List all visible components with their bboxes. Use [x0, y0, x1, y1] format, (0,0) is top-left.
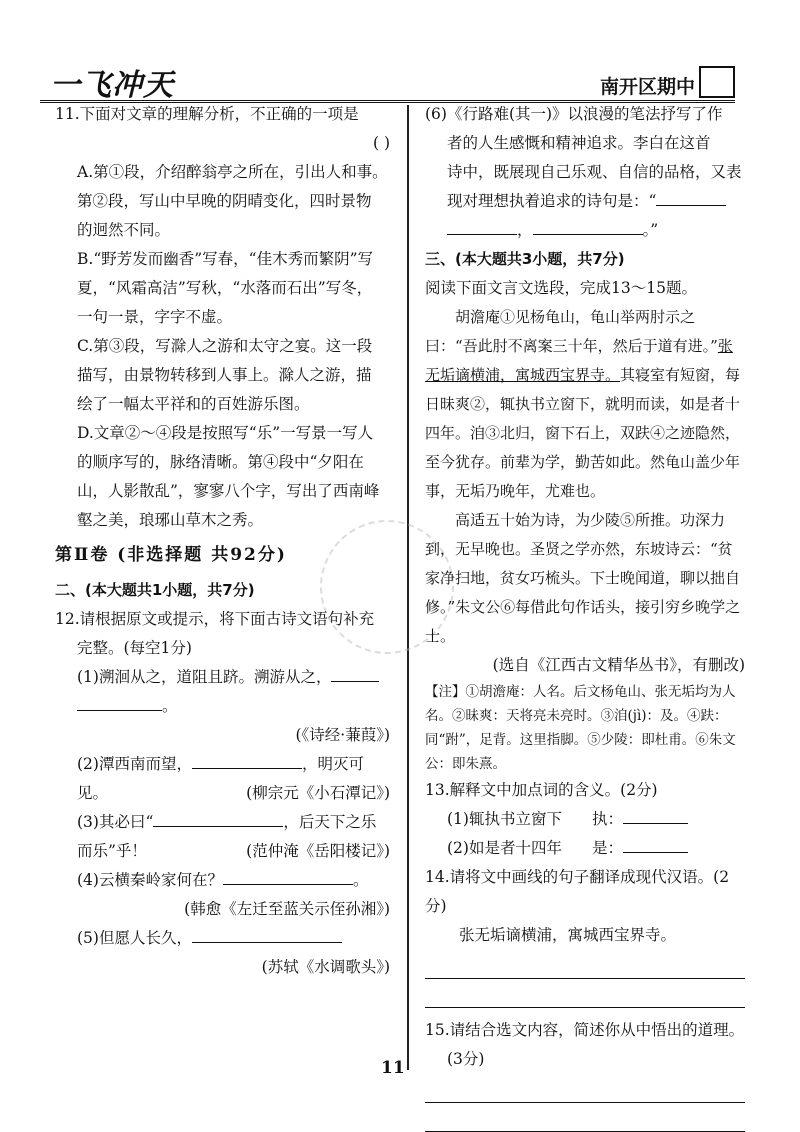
- q15: 15.请结合选文内容，简述你从中悟出的道理。: [425, 1021, 745, 1039]
- q13-item-2: (2)如是者十四年 是：: [425, 834, 745, 863]
- option-c: C.第③段，写滁人之游和太守之宴。这一段: [77, 337, 373, 355]
- fill-6-line: 诗中，既展现自己乐观、自信的品格，又表: [447, 163, 742, 181]
- passage-paragraph-1: 胡澹庵①见杨龟山，龟山举两肘示之曰：“吾此肘不离案三十年，然后于道有进。”张无垢谪横浦，寓城西宝界寺。其寝室有短窗，每日昧爽②，辄执书立窗下，就明而读，如是者十四年。洎③北归，窗下石上，双趺④之迹隐然，至今犹存。前辈为学，勤苦如此。然龟山盖少年事，无垢乃晚年，尤难也。: [425, 308, 741, 500]
- fill-1-blank: 。: [55, 692, 390, 721]
- option-c-line: 描写，由景物转移到人事上。滁人之游，描: [77, 366, 372, 384]
- fill-4: (4)云横秦岭家何在？ 。: [55, 866, 390, 895]
- passage-intro: 阅读下面文言文选段，完成13～15题。: [425, 279, 697, 297]
- q12-line: 完整。(每空1分): [77, 639, 192, 657]
- section-2-title: 二、(本大题共1小题，共7分): [55, 581, 255, 599]
- q12: 12.请根据原文或提示，将下面古诗文语句补充: [55, 610, 375, 628]
- answer-line[interactable]: [425, 979, 745, 1008]
- option-a-line: 的迥然不同。: [77, 221, 171, 239]
- fill-6-line: 者的人生感慨和精神追求。李白在这首: [447, 134, 711, 152]
- q14: 14.请将文中画线的句子翻译成现代汉语。(2分): [425, 868, 730, 915]
- q11-paren: ( ): [372, 134, 390, 152]
- passage-source: (选自《江西古文精华丛书》，有删改): [492, 656, 745, 674]
- option-d-line: 山，人影散乱”，寥寥八个字，写出了西南峰: [77, 482, 380, 500]
- q14-sentence: 张无垢谪横浦，寓城西宝界寺。: [459, 926, 677, 944]
- q15-line: (3分): [447, 1050, 485, 1068]
- fill-1-source: (《诗经·蒹葭》): [295, 726, 390, 744]
- fill-5: (5)但愿人长久，: [55, 924, 390, 953]
- option-a-line: 第②段，写山中早晚的阴晴变化，四时景物: [77, 192, 372, 210]
- q11: 11.下面对文章的理解分析，不正确的一项是: [55, 105, 359, 123]
- option-d-line: 壑之美，琅琊山草木之秀。: [77, 511, 264, 529]
- volume-title: 第Ⅱ卷 (非选择题 共92分): [55, 545, 287, 565]
- logo: 一飞冲天: [50, 68, 174, 103]
- fill-6-blanks: ， 。”: [425, 216, 745, 245]
- fill-3: (3)其必曰“ ，后天下之乐: [55, 808, 390, 837]
- answer-line[interactable]: [425, 1074, 745, 1103]
- q13: 13.解释文中加点词的含义。(2分): [425, 781, 658, 799]
- annotation: 【注】①胡澹庵：人名。后文杨龟山、张无垢均为人名。②昧爽：天将亮未亮时。③洎(jì)：及。④趺：同“跗”，足背。这里指脚。⑤少陵：即杜甫。⑥朱文公：即朱熹。: [425, 684, 736, 772]
- fill-3-cont: 而乐”乎！ (范仲淹《岳阳楼记》): [77, 842, 390, 860]
- right-column: [425, 100, 745, 1132]
- answer-line[interactable]: [425, 1103, 745, 1132]
- fill-1: (1)溯洄从之，道阻且跻。溯游从之，: [55, 663, 390, 692]
- section-3-title: 三、(本大题共3小题，共7分): [425, 250, 625, 268]
- header-title: 南开区期中: [599, 76, 695, 98]
- option-d-line: 的顺序写的，脉络清晰。第④段中“夕阳在: [77, 453, 364, 471]
- passage-paragraph-2: 高适五十始为诗，为少陵⑤所推。功深力到，无早晚也。圣贤之学亦然，东坡诗云：“贫家净扫地，贫女巧梳头。下士晚闻道，聊以拙自修。”朱文公⑥每借此句作话头，接引穷乡晚学之士。: [425, 511, 741, 645]
- header-logo-icon: [699, 66, 735, 98]
- page-number: 11: [381, 1058, 405, 1078]
- fill-2-cont: 见。 (柳宗元《小石潭记》): [77, 784, 390, 802]
- option-b-line: 夏，“风霜高洁”写秋，“水落而石出”写冬，: [77, 279, 373, 297]
- answer-line[interactable]: [425, 950, 745, 979]
- option-c-line: 绘了一幅太平祥和的百姓游乐图。: [77, 395, 310, 413]
- option-d: D.文章②～④段是按照写“乐”一写景一写人: [77, 424, 374, 442]
- fill-5-source: (苏轼《水调歌头》): [261, 958, 390, 976]
- option-b: B.“野芳发而幽香”写春，“佳木秀而繁阴”写: [77, 250, 374, 268]
- page-header: [40, 60, 735, 104]
- fill-4-source: (韩愈《左迁至蓝关示侄孙湘》): [184, 900, 390, 918]
- q13-item-1: (1)辄执书立窗下 执：: [425, 805, 745, 834]
- fill-2: (2)潭西南而望， ，明灭可: [55, 750, 390, 779]
- option-b-line: 一句一景，字字不虚。: [77, 308, 233, 326]
- fill-6: (6)《行路难(其一)》以浪漫的笔法抒写了作: [425, 105, 723, 123]
- left-column: [55, 100, 390, 982]
- fill-6-line: 现对理想执着追求的诗句是：“: [425, 187, 745, 216]
- option-a: A.第①段，介绍醉翁亭之所在，引出人和事。: [77, 163, 388, 181]
